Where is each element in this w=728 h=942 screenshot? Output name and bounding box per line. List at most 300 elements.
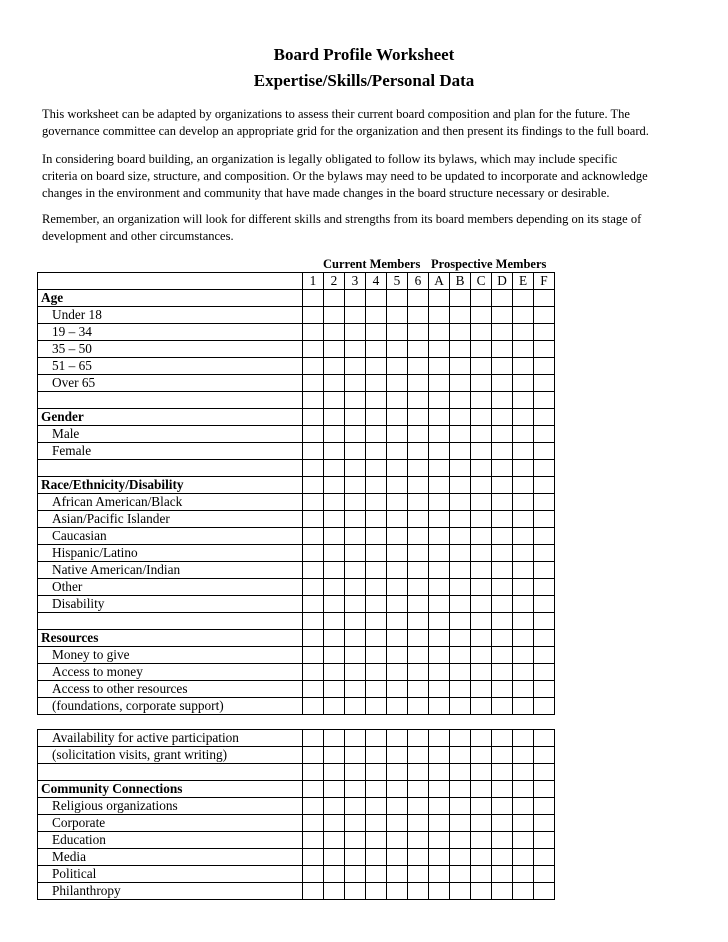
check-cell-5[interactable] — [387, 747, 408, 764]
check-cell-c[interactable] — [471, 747, 492, 764]
check-cell-f[interactable] — [534, 798, 555, 815]
check-cell-6[interactable] — [408, 849, 429, 866]
check-cell-f[interactable] — [534, 832, 555, 849]
check-cell-6[interactable] — [408, 798, 429, 815]
check-cell-2[interactable] — [324, 528, 345, 545]
check-cell-b[interactable] — [450, 747, 471, 764]
check-cell-f[interactable] — [534, 409, 555, 426]
check-cell-6[interactable] — [408, 596, 429, 613]
check-cell-3[interactable] — [345, 647, 366, 664]
check-cell-6[interactable] — [408, 764, 429, 781]
check-cell-4[interactable] — [366, 324, 387, 341]
check-cell-6[interactable] — [408, 832, 429, 849]
check-cell-d[interactable] — [492, 358, 513, 375]
check-cell-b[interactable] — [450, 460, 471, 477]
check-cell-f[interactable] — [534, 375, 555, 392]
check-cell-b[interactable] — [450, 596, 471, 613]
check-cell-f[interactable] — [534, 866, 555, 883]
check-cell-3[interactable] — [345, 681, 366, 698]
check-cell-1[interactable] — [303, 815, 324, 832]
check-cell-d[interactable] — [492, 781, 513, 798]
check-cell-a[interactable] — [429, 409, 450, 426]
check-cell-5[interactable] — [387, 832, 408, 849]
check-cell-c[interactable] — [471, 324, 492, 341]
check-cell-5[interactable] — [387, 324, 408, 341]
check-cell-d[interactable] — [492, 883, 513, 900]
check-cell-d[interactable] — [492, 494, 513, 511]
check-cell-a[interactable] — [429, 358, 450, 375]
check-cell-1[interactable] — [303, 613, 324, 630]
check-cell-d[interactable] — [492, 647, 513, 664]
check-cell-2[interactable] — [324, 698, 345, 715]
check-cell-6[interactable] — [408, 375, 429, 392]
check-cell-c[interactable] — [471, 426, 492, 443]
check-cell-3[interactable] — [345, 341, 366, 358]
check-cell-b[interactable] — [450, 832, 471, 849]
check-cell-d[interactable] — [492, 528, 513, 545]
check-cell-a[interactable] — [429, 798, 450, 815]
check-cell-4[interactable] — [366, 579, 387, 596]
check-cell-6[interactable] — [408, 528, 429, 545]
check-cell-3[interactable] — [345, 511, 366, 528]
check-cell-c[interactable] — [471, 596, 492, 613]
check-cell-4[interactable] — [366, 545, 387, 562]
check-cell-4[interactable] — [366, 630, 387, 647]
check-cell-4[interactable] — [366, 747, 387, 764]
check-cell-e[interactable] — [513, 562, 534, 579]
check-cell-d[interactable] — [492, 443, 513, 460]
check-cell-5[interactable] — [387, 698, 408, 715]
check-cell-4[interactable] — [366, 358, 387, 375]
check-cell-1[interactable] — [303, 392, 324, 409]
check-cell-2[interactable] — [324, 832, 345, 849]
check-cell-4[interactable] — [366, 477, 387, 494]
check-cell-6[interactable] — [408, 747, 429, 764]
check-cell-3[interactable] — [345, 392, 366, 409]
check-cell-2[interactable] — [324, 681, 345, 698]
check-cell-a[interactable] — [429, 324, 450, 341]
check-cell-b[interactable] — [450, 392, 471, 409]
check-cell-a[interactable] — [429, 460, 450, 477]
check-cell-5[interactable] — [387, 460, 408, 477]
check-cell-3[interactable] — [345, 409, 366, 426]
check-cell-5[interactable] — [387, 849, 408, 866]
check-cell-b[interactable] — [450, 764, 471, 781]
check-cell-e[interactable] — [513, 764, 534, 781]
check-cell-4[interactable] — [366, 409, 387, 426]
check-cell-4[interactable] — [366, 698, 387, 715]
check-cell-f[interactable] — [534, 647, 555, 664]
check-cell-b[interactable] — [450, 545, 471, 562]
check-cell-f[interactable] — [534, 528, 555, 545]
check-cell-4[interactable] — [366, 528, 387, 545]
check-cell-5[interactable] — [387, 443, 408, 460]
check-cell-3[interactable] — [345, 781, 366, 798]
check-cell-1[interactable] — [303, 494, 324, 511]
check-cell-d[interactable] — [492, 613, 513, 630]
check-cell-4[interactable] — [366, 596, 387, 613]
check-cell-f[interactable] — [534, 815, 555, 832]
check-cell-e[interactable] — [513, 798, 534, 815]
check-cell-2[interactable] — [324, 358, 345, 375]
check-cell-2[interactable] — [324, 613, 345, 630]
check-cell-e[interactable] — [513, 460, 534, 477]
check-cell-1[interactable] — [303, 324, 324, 341]
check-cell-4[interactable] — [366, 562, 387, 579]
check-cell-1[interactable] — [303, 798, 324, 815]
check-cell-b[interactable] — [450, 698, 471, 715]
check-cell-3[interactable] — [345, 664, 366, 681]
check-cell-3[interactable] — [345, 375, 366, 392]
check-cell-b[interactable] — [450, 307, 471, 324]
check-cell-b[interactable] — [450, 324, 471, 341]
check-cell-e[interactable] — [513, 630, 534, 647]
check-cell-2[interactable] — [324, 460, 345, 477]
check-cell-b[interactable] — [450, 511, 471, 528]
check-cell-3[interactable] — [345, 443, 366, 460]
check-cell-2[interactable] — [324, 307, 345, 324]
check-cell-1[interactable] — [303, 849, 324, 866]
check-cell-3[interactable] — [345, 290, 366, 307]
check-cell-e[interactable] — [513, 747, 534, 764]
check-cell-2[interactable] — [324, 815, 345, 832]
check-cell-3[interactable] — [345, 815, 366, 832]
check-cell-a[interactable] — [429, 647, 450, 664]
check-cell-1[interactable] — [303, 579, 324, 596]
check-cell-2[interactable] — [324, 730, 345, 747]
check-cell-1[interactable] — [303, 647, 324, 664]
check-cell-6[interactable] — [408, 341, 429, 358]
check-cell-d[interactable] — [492, 764, 513, 781]
check-cell-e[interactable] — [513, 866, 534, 883]
check-cell-6[interactable] — [408, 647, 429, 664]
check-cell-c[interactable] — [471, 409, 492, 426]
check-cell-5[interactable] — [387, 341, 408, 358]
check-cell-d[interactable] — [492, 460, 513, 477]
check-cell-b[interactable] — [450, 849, 471, 866]
check-cell-e[interactable] — [513, 392, 534, 409]
check-cell-a[interactable] — [429, 849, 450, 866]
check-cell-e[interactable] — [513, 849, 534, 866]
check-cell-5[interactable] — [387, 664, 408, 681]
check-cell-a[interactable] — [429, 307, 450, 324]
check-cell-4[interactable] — [366, 764, 387, 781]
check-cell-1[interactable] — [303, 883, 324, 900]
check-cell-2[interactable] — [324, 579, 345, 596]
check-cell-5[interactable] — [387, 883, 408, 900]
check-cell-6[interactable] — [408, 630, 429, 647]
check-cell-4[interactable] — [366, 730, 387, 747]
check-cell-2[interactable] — [324, 494, 345, 511]
check-cell-e[interactable] — [513, 528, 534, 545]
check-cell-e[interactable] — [513, 511, 534, 528]
check-cell-5[interactable] — [387, 494, 408, 511]
check-cell-4[interactable] — [366, 307, 387, 324]
check-cell-c[interactable] — [471, 664, 492, 681]
check-cell-2[interactable] — [324, 477, 345, 494]
check-cell-6[interactable] — [408, 426, 429, 443]
check-cell-f[interactable] — [534, 664, 555, 681]
check-cell-c[interactable] — [471, 730, 492, 747]
check-cell-6[interactable] — [408, 358, 429, 375]
check-cell-c[interactable] — [471, 764, 492, 781]
check-cell-b[interactable] — [450, 647, 471, 664]
check-cell-4[interactable] — [366, 866, 387, 883]
check-cell-f[interactable] — [534, 764, 555, 781]
check-cell-1[interactable] — [303, 443, 324, 460]
check-cell-f[interactable] — [534, 426, 555, 443]
check-cell-2[interactable] — [324, 630, 345, 647]
check-cell-c[interactable] — [471, 562, 492, 579]
check-cell-c[interactable] — [471, 528, 492, 545]
check-cell-2[interactable] — [324, 392, 345, 409]
check-cell-1[interactable] — [303, 747, 324, 764]
check-cell-b[interactable] — [450, 528, 471, 545]
check-cell-3[interactable] — [345, 528, 366, 545]
check-cell-5[interactable] — [387, 730, 408, 747]
check-cell-a[interactable] — [429, 392, 450, 409]
check-cell-3[interactable] — [345, 358, 366, 375]
check-cell-3[interactable] — [345, 832, 366, 849]
check-cell-5[interactable] — [387, 358, 408, 375]
check-cell-3[interactable] — [345, 426, 366, 443]
check-cell-a[interactable] — [429, 375, 450, 392]
check-cell-b[interactable] — [450, 341, 471, 358]
check-cell-5[interactable] — [387, 511, 408, 528]
check-cell-b[interactable] — [450, 613, 471, 630]
check-cell-b[interactable] — [450, 883, 471, 900]
check-cell-c[interactable] — [471, 883, 492, 900]
check-cell-3[interactable] — [345, 460, 366, 477]
check-cell-e[interactable] — [513, 883, 534, 900]
check-cell-3[interactable] — [345, 630, 366, 647]
check-cell-4[interactable] — [366, 613, 387, 630]
check-cell-5[interactable] — [387, 307, 408, 324]
check-cell-b[interactable] — [450, 664, 471, 681]
check-cell-d[interactable] — [492, 866, 513, 883]
check-cell-b[interactable] — [450, 681, 471, 698]
check-cell-4[interactable] — [366, 375, 387, 392]
check-cell-e[interactable] — [513, 375, 534, 392]
check-cell-a[interactable] — [429, 781, 450, 798]
check-cell-3[interactable] — [345, 477, 366, 494]
check-cell-6[interactable] — [408, 307, 429, 324]
check-cell-3[interactable] — [345, 494, 366, 511]
check-cell-2[interactable] — [324, 545, 345, 562]
check-cell-c[interactable] — [471, 849, 492, 866]
check-cell-f[interactable] — [534, 324, 555, 341]
check-cell-c[interactable] — [471, 545, 492, 562]
check-cell-d[interactable] — [492, 426, 513, 443]
check-cell-e[interactable] — [513, 815, 534, 832]
check-cell-2[interactable] — [324, 849, 345, 866]
check-cell-f[interactable] — [534, 341, 555, 358]
check-cell-2[interactable] — [324, 290, 345, 307]
check-cell-2[interactable] — [324, 647, 345, 664]
check-cell-f[interactable] — [534, 494, 555, 511]
check-cell-c[interactable] — [471, 698, 492, 715]
check-cell-5[interactable] — [387, 579, 408, 596]
check-cell-4[interactable] — [366, 290, 387, 307]
check-cell-b[interactable] — [450, 630, 471, 647]
check-cell-d[interactable] — [492, 681, 513, 698]
check-cell-e[interactable] — [513, 307, 534, 324]
check-cell-d[interactable] — [492, 664, 513, 681]
check-cell-a[interactable] — [429, 511, 450, 528]
check-cell-f[interactable] — [534, 781, 555, 798]
check-cell-c[interactable] — [471, 494, 492, 511]
check-cell-a[interactable] — [429, 630, 450, 647]
check-cell-c[interactable] — [471, 832, 492, 849]
check-cell-5[interactable] — [387, 781, 408, 798]
check-cell-c[interactable] — [471, 781, 492, 798]
check-cell-c[interactable] — [471, 630, 492, 647]
check-cell-f[interactable] — [534, 883, 555, 900]
check-cell-6[interactable] — [408, 664, 429, 681]
check-cell-a[interactable] — [429, 866, 450, 883]
check-cell-1[interactable] — [303, 511, 324, 528]
check-cell-b[interactable] — [450, 409, 471, 426]
check-cell-d[interactable] — [492, 815, 513, 832]
check-cell-a[interactable] — [429, 545, 450, 562]
check-cell-a[interactable] — [429, 426, 450, 443]
check-cell-d[interactable] — [492, 545, 513, 562]
check-cell-e[interactable] — [513, 545, 534, 562]
check-cell-6[interactable] — [408, 730, 429, 747]
check-cell-e[interactable] — [513, 664, 534, 681]
check-cell-c[interactable] — [471, 798, 492, 815]
check-cell-3[interactable] — [345, 562, 366, 579]
check-cell-a[interactable] — [429, 579, 450, 596]
check-cell-5[interactable] — [387, 562, 408, 579]
check-cell-4[interactable] — [366, 511, 387, 528]
check-cell-a[interactable] — [429, 562, 450, 579]
check-cell-4[interactable] — [366, 849, 387, 866]
check-cell-e[interactable] — [513, 596, 534, 613]
check-cell-a[interactable] — [429, 290, 450, 307]
check-cell-6[interactable] — [408, 443, 429, 460]
check-cell-4[interactable] — [366, 883, 387, 900]
check-cell-a[interactable] — [429, 883, 450, 900]
check-cell-c[interactable] — [471, 290, 492, 307]
check-cell-e[interactable] — [513, 579, 534, 596]
check-cell-d[interactable] — [492, 562, 513, 579]
check-cell-6[interactable] — [408, 781, 429, 798]
check-cell-2[interactable] — [324, 511, 345, 528]
check-cell-2[interactable] — [324, 798, 345, 815]
check-cell-c[interactable] — [471, 392, 492, 409]
check-cell-b[interactable] — [450, 290, 471, 307]
check-cell-c[interactable] — [471, 443, 492, 460]
check-cell-b[interactable] — [450, 730, 471, 747]
check-cell-2[interactable] — [324, 747, 345, 764]
check-cell-1[interactable] — [303, 730, 324, 747]
check-cell-1[interactable] — [303, 477, 324, 494]
check-cell-1[interactable] — [303, 764, 324, 781]
check-cell-b[interactable] — [450, 579, 471, 596]
check-cell-4[interactable] — [366, 426, 387, 443]
check-cell-3[interactable] — [345, 866, 366, 883]
check-cell-1[interactable] — [303, 781, 324, 798]
check-cell-f[interactable] — [534, 596, 555, 613]
check-cell-f[interactable] — [534, 511, 555, 528]
check-cell-b[interactable] — [450, 477, 471, 494]
check-cell-5[interactable] — [387, 477, 408, 494]
check-cell-b[interactable] — [450, 815, 471, 832]
check-cell-e[interactable] — [513, 324, 534, 341]
check-cell-b[interactable] — [450, 443, 471, 460]
check-cell-4[interactable] — [366, 832, 387, 849]
check-cell-d[interactable] — [492, 477, 513, 494]
check-cell-1[interactable] — [303, 545, 324, 562]
check-cell-6[interactable] — [408, 392, 429, 409]
check-cell-b[interactable] — [450, 358, 471, 375]
check-cell-c[interactable] — [471, 647, 492, 664]
check-cell-5[interactable] — [387, 630, 408, 647]
check-cell-d[interactable] — [492, 375, 513, 392]
check-cell-3[interactable] — [345, 324, 366, 341]
check-cell-f[interactable] — [534, 290, 555, 307]
check-cell-e[interactable] — [513, 358, 534, 375]
check-cell-3[interactable] — [345, 849, 366, 866]
check-cell-5[interactable] — [387, 596, 408, 613]
check-cell-2[interactable] — [324, 409, 345, 426]
check-cell-4[interactable] — [366, 681, 387, 698]
check-cell-3[interactable] — [345, 596, 366, 613]
check-cell-6[interactable] — [408, 681, 429, 698]
check-cell-f[interactable] — [534, 477, 555, 494]
check-cell-1[interactable] — [303, 832, 324, 849]
check-cell-d[interactable] — [492, 798, 513, 815]
check-cell-5[interactable] — [387, 528, 408, 545]
check-cell-2[interactable] — [324, 883, 345, 900]
check-cell-e[interactable] — [513, 409, 534, 426]
check-cell-1[interactable] — [303, 681, 324, 698]
check-cell-1[interactable] — [303, 866, 324, 883]
check-cell-a[interactable] — [429, 596, 450, 613]
check-cell-5[interactable] — [387, 375, 408, 392]
check-cell-3[interactable] — [345, 307, 366, 324]
check-cell-d[interactable] — [492, 698, 513, 715]
check-cell-6[interactable] — [408, 562, 429, 579]
check-cell-1[interactable] — [303, 341, 324, 358]
check-cell-5[interactable] — [387, 681, 408, 698]
check-cell-2[interactable] — [324, 764, 345, 781]
check-cell-1[interactable] — [303, 426, 324, 443]
check-cell-3[interactable] — [345, 764, 366, 781]
check-cell-5[interactable] — [387, 392, 408, 409]
check-cell-d[interactable] — [492, 849, 513, 866]
check-cell-c[interactable] — [471, 460, 492, 477]
check-cell-5[interactable] — [387, 866, 408, 883]
check-cell-a[interactable] — [429, 698, 450, 715]
check-cell-a[interactable] — [429, 832, 450, 849]
check-cell-3[interactable] — [345, 798, 366, 815]
check-cell-2[interactable] — [324, 375, 345, 392]
check-cell-e[interactable] — [513, 443, 534, 460]
check-cell-5[interactable] — [387, 647, 408, 664]
check-cell-6[interactable] — [408, 511, 429, 528]
check-cell-b[interactable] — [450, 375, 471, 392]
check-cell-4[interactable] — [366, 815, 387, 832]
check-cell-1[interactable] — [303, 562, 324, 579]
check-cell-1[interactable] — [303, 596, 324, 613]
check-cell-c[interactable] — [471, 358, 492, 375]
check-cell-a[interactable] — [429, 664, 450, 681]
check-cell-d[interactable] — [492, 409, 513, 426]
check-cell-4[interactable] — [366, 341, 387, 358]
check-cell-5[interactable] — [387, 545, 408, 562]
